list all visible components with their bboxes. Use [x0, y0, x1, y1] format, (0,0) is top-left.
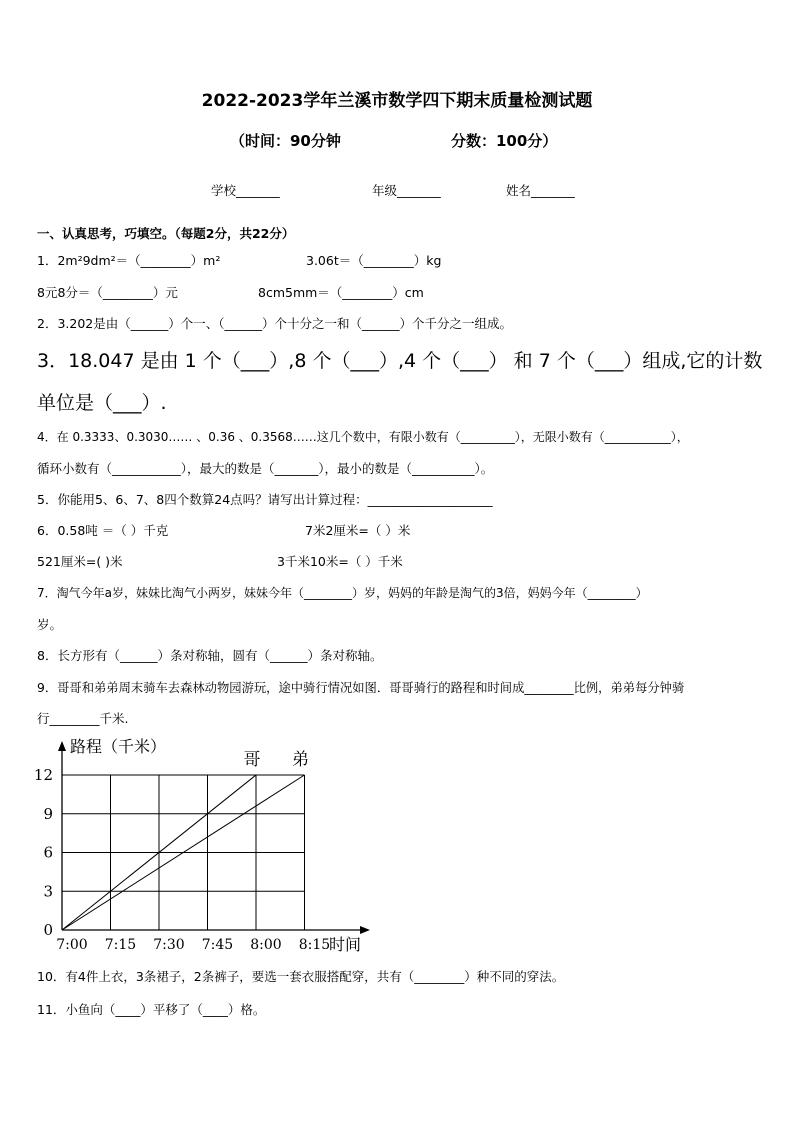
series-label: 弟 — [292, 750, 309, 770]
x-tick-label: 8:15 — [298, 937, 331, 953]
y-axis-label: 路程（千米） — [70, 737, 167, 756]
question-11: 11．小鱼向（____）平移了（____）格。 — [37, 1002, 266, 1017]
question-1c: 8元8分＝（________）元 — [37, 285, 178, 300]
x-tick-label: 8:00 — [250, 937, 282, 953]
question-3-line2: 单位是（___）. — [37, 392, 167, 414]
distance-time-chart — [30, 735, 380, 959]
y-tick-label: 12 — [33, 766, 53, 784]
x-tick-label: 7:00 — [56, 937, 88, 953]
y-tick-label: 9 — [43, 804, 53, 823]
question-2: 2．3.202是由（______）个一、（______）个十分之一和（______）个千分之一组成。 — [37, 316, 512, 331]
name-field[interactable]: 姓名_______ — [506, 183, 575, 198]
question-9-line2: 行________千米. — [37, 711, 129, 726]
x-tick-label: 7:15 — [104, 937, 137, 953]
page-title: 2022-2023学年兰溪市数学四下期末质量检测试题 — [201, 91, 593, 111]
series-label: 哥 — [243, 750, 261, 770]
question-5: 5．你能用5、6、7、8四个数算24点吗？请写出计算过程：____________________ — [37, 492, 493, 507]
x-axis-arrow — [360, 926, 370, 934]
question-1a: 1．2m²9dm²＝（________）m² — [37, 253, 221, 268]
question-7-line1: 7．淘气今年a岁，妹妹比淘气小两岁，妹妹今年（________）岁，妈妈的年龄是淘气的3倍，妈妈今年（________） — [37, 586, 648, 600]
question-1d: 8cm5mm＝（________）cm — [258, 285, 424, 300]
y-tick-label: 6 — [43, 843, 53, 862]
question-6b: 7米2厘米=（ ）米 — [305, 523, 411, 538]
question-6a: 6．0.58吨 ＝（ ）千克 — [37, 523, 169, 538]
question-10: 10．有4件上衣，3条裙子，2条裤子，要选一套衣服搭配穿，共有（________）种不同的穿法。 — [37, 969, 565, 984]
question-8: 8．长方形有（______）条对称轴，圆有（______）条对称轴。 — [37, 648, 383, 663]
x-axis-label: 时间 — [329, 935, 362, 954]
section-title: 一、认真思考，巧填空。（每题2分，共22分） — [37, 226, 295, 241]
question-4-line1: 4．在 0.3333、0.3030…… 、0.36 、0.3568……这几个数中，有限小数有（_________），无限小数有（___________）， — [37, 430, 689, 444]
question-6d: 3千米10米=（ ）千米 — [277, 554, 403, 569]
exam-score: 分数：100分） — [451, 132, 558, 150]
y-tick-label: 0 — [43, 921, 53, 939]
y-axis-arrow — [58, 741, 66, 751]
question-1b: 3.06t＝（________）kg — [306, 253, 442, 268]
question-9-line1: 9．哥哥和弟弟周末骑车去森林动物园游玩，途中骑行情况如图．哥哥骑行的路程和时间成________比例，弟弟每分钟骑 — [37, 681, 685, 695]
question-4-line2: 循环小数有（___________），最大的数是（_______），最小的数是（__________）。 — [37, 461, 494, 476]
question-7-line2: 岁。 — [37, 617, 63, 632]
question-3-line1: 3．18.047 是由 1 个（___）,8 个（___）,4 个（___） 和 7 个（___）组成,它的计数 — [37, 350, 763, 372]
x-tick-label: 7:30 — [153, 937, 185, 953]
grade-field[interactable]: 年级_______ — [372, 183, 441, 198]
question-6c: 521厘米=( )米 — [37, 554, 123, 569]
y-tick-label: 3 — [43, 882, 53, 901]
school-field[interactable]: 学校_______ — [211, 183, 280, 198]
exam-time: （时间：90分钟 — [230, 132, 341, 150]
x-tick-label: 7:45 — [201, 937, 234, 953]
